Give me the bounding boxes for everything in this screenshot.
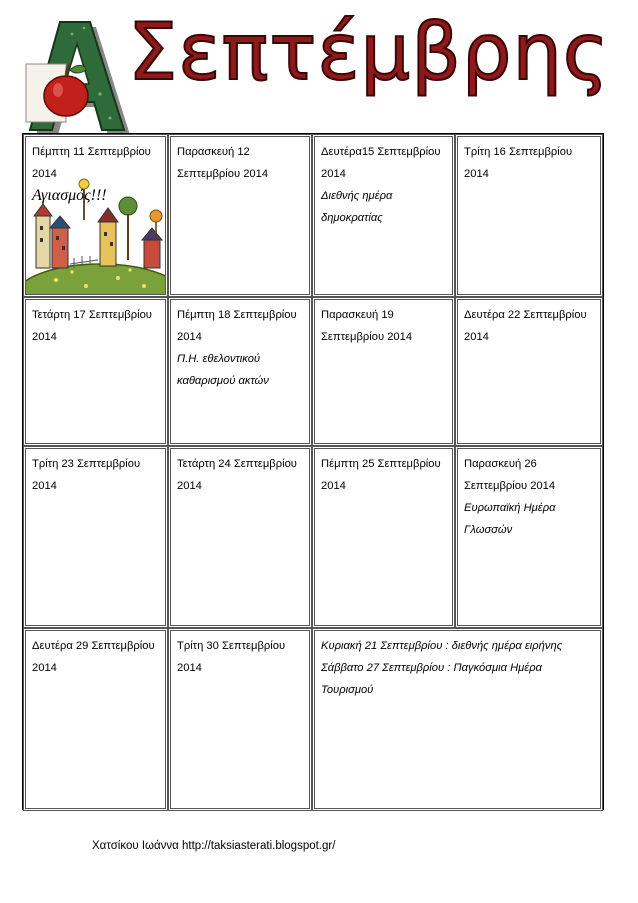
calendar-day-cell: [455, 297, 603, 446]
day-date-label: Τετάρτη 17 Σεπτεμβρίου: [32, 309, 152, 321]
day-date-label: Τρίτη 23 Σεπτεμβρίου: [32, 458, 141, 470]
day-date-year: 2014: [464, 331, 489, 343]
day-date-year: 2014: [32, 662, 57, 674]
blessing-greeting: Αγιασμός!!!: [32, 187, 107, 204]
calendar-day-cell: [168, 628, 312, 811]
calendar-day-cell: [168, 446, 312, 628]
calendar-day-cell: [23, 134, 168, 297]
day-date-year: 2014: [32, 168, 57, 180]
day-date-year: 2014: [177, 331, 202, 343]
calendar-day-cell: [312, 446, 455, 628]
footer-credit: Χατσίκου Ιωάννα http://taksiasterati.blogspot.gr/: [92, 840, 336, 852]
calendar-day-cell: [312, 134, 455, 297]
day-date-label: Τρίτη 16 Σεπτεμβρίου: [464, 146, 573, 158]
day-date-label: Πέμπτη 18 Σεπτεμβρίου: [177, 309, 297, 321]
day-date-year: 2014: [32, 480, 57, 492]
day-date-label: Τετάρτη 24 Σεπτεμβρίου: [177, 458, 297, 470]
calendar-day-cell: [455, 446, 603, 628]
calendar-day-cell: [168, 297, 312, 446]
day-date-year: Σεπτεμβρίου 2014: [177, 168, 269, 180]
day-date-year: 2014: [321, 480, 346, 492]
day-date-year: Σεπτεμβρίου 2014: [464, 480, 556, 492]
calendar-day-cell: [168, 134, 312, 297]
day-observance-note: Διεθνής ημέρα δημοκρατίας: [321, 190, 393, 224]
page-header: [0, 0, 638, 135]
day-observance-note: Π.Η. εθελοντικού καθαρισμού ακτών: [177, 353, 269, 387]
day-date-label: Δευτέρα 22 Σεπτεμβρίου: [464, 309, 587, 321]
page-title: Σεπτέμβρης: [128, 8, 610, 98]
day-date-year: 2014: [32, 331, 57, 343]
day-date-label: Δευτέρα15 Σεπτεμβρίου: [321, 146, 441, 158]
calendar-day-cell: [23, 297, 168, 446]
day-date-label: Δευτέρα 29 Σεπτεμβρίου: [32, 640, 155, 652]
day-date-label: Πέμπτη 25 Σεπτεμβρίου: [321, 458, 441, 470]
observances-notes-cell: [312, 628, 603, 811]
calendar-day-cell: [312, 297, 455, 446]
day-date-year: 2014: [177, 480, 202, 492]
day-date-label: Παρασκευή 19: [321, 309, 394, 321]
letter-a-apple-illustration: [22, 14, 134, 136]
day-date-label: Παρασκευή 12: [177, 146, 250, 158]
day-date-year: 2014: [321, 168, 346, 180]
calendar-day-cell: [455, 134, 603, 297]
observance-note: Κυριακή 21 Σεπτεμβρίου : διεθνής ημέρα ειρήνης: [321, 640, 563, 652]
calendar-day-cell: [23, 628, 168, 811]
day-date-label: Τρίτη 30 Σεπτεμβρίου: [177, 640, 286, 652]
day-date-label: Παρασκευή 26: [464, 458, 537, 470]
calendar-grid: [22, 133, 604, 810]
day-observance-note: Ευρωπαϊκή Ημέρα Γλωσσών: [464, 502, 556, 536]
calendar-day-cell: [23, 446, 168, 628]
day-date-year: 2014: [464, 168, 489, 180]
day-date-year: Σεπτεμβρίου 2014: [321, 331, 413, 343]
day-date-year: 2014: [177, 662, 202, 674]
observance-note: Σάββατο 27 Σεπτεμβρίου : Παγκόσμια Ημέρα Τουρισμού: [321, 662, 543, 696]
day-date-label: Πέμπτη 11 Σεπτεμβρίου: [32, 146, 151, 158]
